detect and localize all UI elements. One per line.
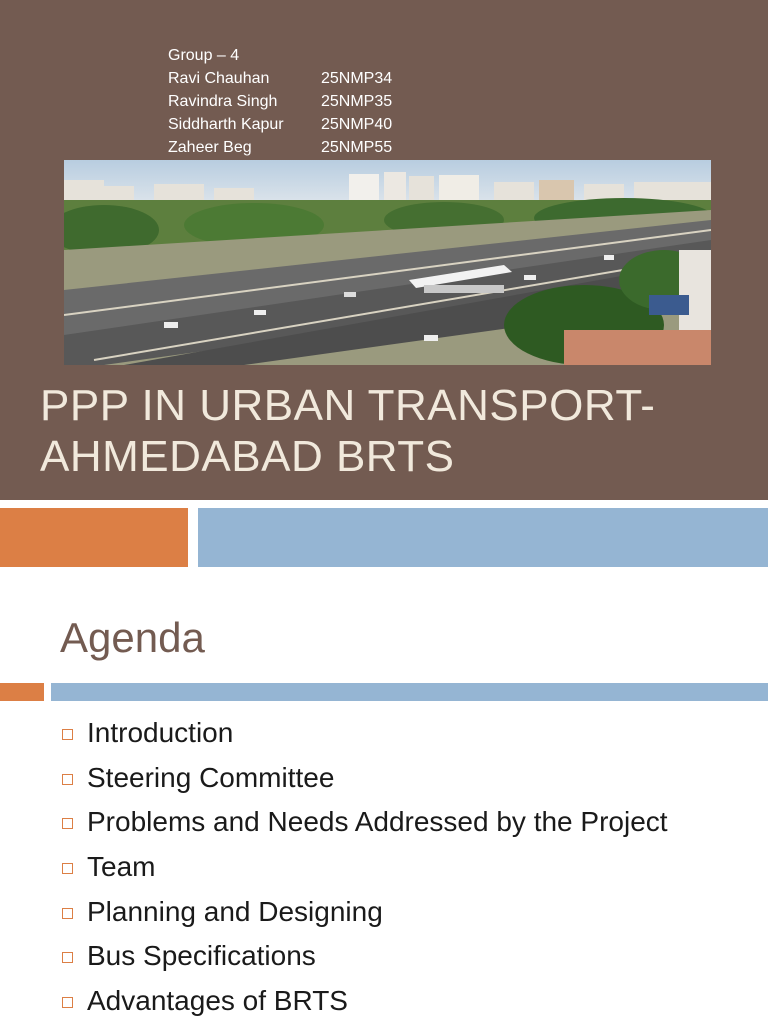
agenda-item: Introduction [60,714,668,759]
agenda-list [60,714,668,1027]
member-id: 25NMP34 [321,70,393,87]
member-row [168,90,392,113]
title-line-2: AHMEDABAD BRTS [40,432,455,481]
member-name: Siddharth Kapur [168,116,284,133]
presentation-title [40,380,655,482]
agenda-item: Planning and Designing [60,893,668,938]
title-slide [0,0,768,500]
member-row [168,136,392,159]
member-row [168,113,392,136]
agenda-title: Agenda [60,614,205,661]
agenda-item: Team [60,848,668,893]
member-id: 25NMP40 [321,116,393,133]
member-name: Ravindra Singh [168,93,278,110]
agenda-item: Problems and Needs Addressed by the Project [60,803,668,848]
accent-bar-orange [0,508,188,567]
agenda-item: Steering Committee [60,759,668,804]
group-label: Group – 4 [168,47,240,64]
square-bullet-icon [62,863,73,874]
agenda-accent-bar-orange [0,683,44,701]
square-bullet-icon [62,908,73,919]
square-bullet-icon [62,997,73,1008]
group-members-block [168,44,392,159]
member-row [168,67,392,90]
square-bullet-icon [62,774,73,785]
agenda-item: Advantages of BRTS [60,982,668,1027]
member-id: 25NMP55 [321,139,393,156]
square-bullet-icon [62,729,73,740]
brts-corridor-illustration [64,160,711,365]
square-bullet-icon [62,952,73,963]
agenda-item: Bus Specifications [60,937,668,982]
agenda-accent-bar-blue [51,683,768,701]
square-bullet-icon [62,818,73,829]
member-name: Zaheer Beg [168,139,252,156]
accent-bar-blue [198,508,768,567]
brts-corridor-photo [64,160,711,365]
title-line-1: PPP IN URBAN TRANSPORT- [40,381,656,430]
member-id: 25NMP35 [321,93,393,110]
member-name: Ravi Chauhan [168,70,270,87]
